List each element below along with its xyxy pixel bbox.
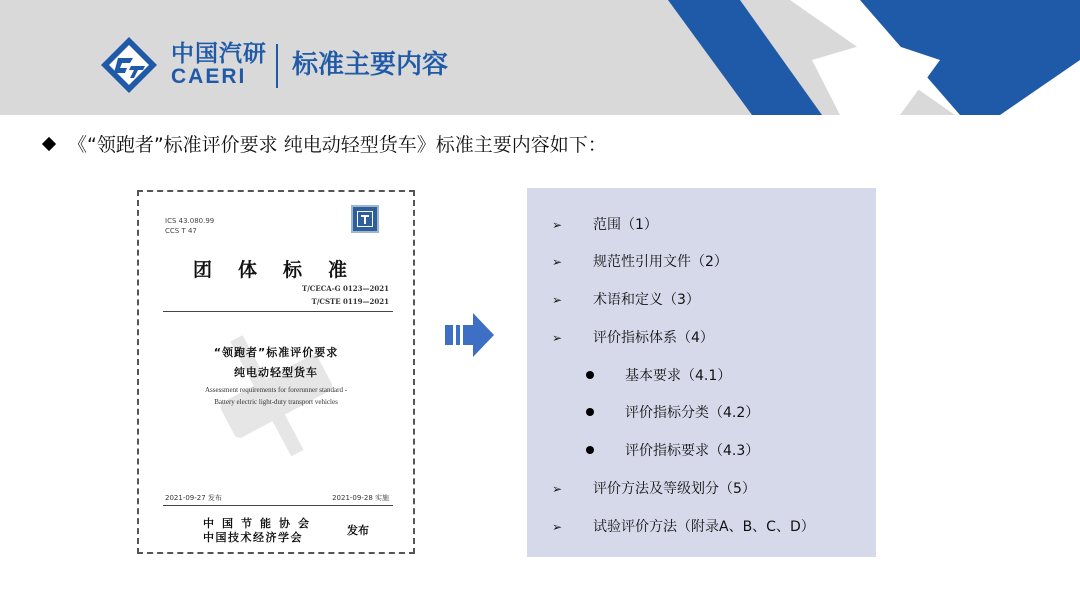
implement-date: 2021-09-28 实施 xyxy=(332,494,389,502)
intro-text: 《“领跑者”标准评价要求 纯电动轻型货车》标准主要内容如下： xyxy=(68,134,607,156)
arrowhead-bullet-icon: ➢ xyxy=(552,293,563,307)
arrowhead-bullet-icon: ➢ xyxy=(552,218,563,232)
dot-bullet-icon xyxy=(586,371,594,379)
toc-item-terms: 术语和定义（3） xyxy=(593,292,700,308)
toc-item-basic-requirements: 基本要求（4.1） xyxy=(625,368,732,384)
document-title-en-1: Assessment requirements for forerunner standard - xyxy=(204,386,348,394)
cover-divider-bottom xyxy=(163,505,393,506)
header-divider xyxy=(276,44,278,88)
header-decoration xyxy=(0,0,1080,115)
issue-word: 发布 xyxy=(347,524,369,537)
toc-item-indicator-system: 评价指标体系（4） xyxy=(593,330,714,346)
document-title-cn-1: “领跑者”标准评价要求 xyxy=(213,346,339,359)
caeri-logo-icon xyxy=(100,36,158,94)
toc-item-test-methods: 试验评价方法（附录A、B、C、D） xyxy=(593,519,815,535)
right-arrow-icon xyxy=(445,312,495,358)
issuer-2: 中国技术经济学会 xyxy=(203,531,303,544)
intro-line xyxy=(44,133,607,157)
document-type: 团体标准 xyxy=(193,259,374,281)
page-title: 标准主要内容 xyxy=(292,50,449,80)
brand-name-cn: 中国汽研 xyxy=(171,41,267,67)
document-title-cn-2: 纯电动轻型货车 xyxy=(234,366,318,379)
ccs-code: CCS T 47 xyxy=(165,227,197,235)
document-title-en-2: Battery electric light-duty transport vehicles xyxy=(214,398,338,406)
standard-number-2: T/CSTE 0119—2021 xyxy=(311,297,389,306)
toc-item-evaluation-method: 评价方法及等级划分（5） xyxy=(593,481,756,497)
toc-item-normative-references: 规范性引用文件（2） xyxy=(593,254,728,270)
standard-number-1: T/CECA-G 0123—2021 xyxy=(302,284,389,293)
publish-date: 2021-09-27 发布 xyxy=(165,494,222,502)
dot-bullet-icon xyxy=(586,408,594,416)
header-bar xyxy=(0,0,1080,115)
toc-item-scope: 范围（1） xyxy=(593,217,658,233)
arrowhead-bullet-icon: ➢ xyxy=(552,482,563,496)
arrowhead-bullet-icon: ➢ xyxy=(552,255,563,269)
arrowhead-bullet-icon: ➢ xyxy=(552,331,563,345)
arrowhead-bullet-icon: ➢ xyxy=(552,520,563,534)
toc-item-indicator-classification: 评价指标分类（4.2） xyxy=(625,405,760,421)
brand-name-en: CAERI xyxy=(171,65,247,88)
dot-bullet-icon xyxy=(586,446,594,454)
ics-code: ICS 43.080.99 xyxy=(165,217,215,225)
toc-item-indicator-requirements: 评价指标要求（4.3） xyxy=(625,443,760,459)
diamond-bullet-icon xyxy=(42,137,56,151)
issuer-1: 中国节能协会 xyxy=(203,517,317,530)
standard-logo-icon xyxy=(351,205,379,233)
standard-document-cover xyxy=(137,190,415,554)
